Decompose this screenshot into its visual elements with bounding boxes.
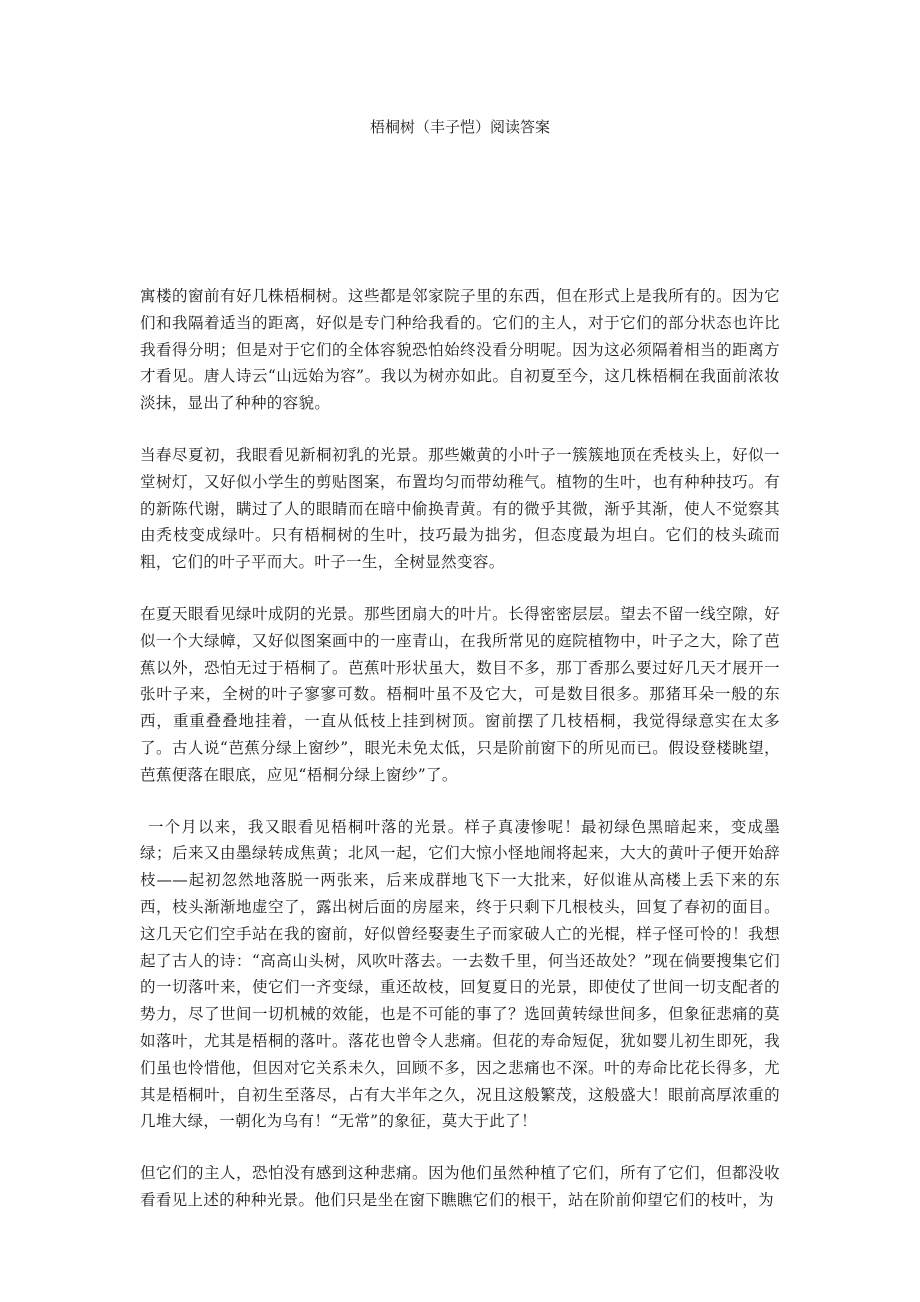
paragraph-1: 寓楼的窗前有好几株梧桐树。这些都是邻家院子里的东西，但在形式上是我所有的。因为它们和我隔着适当的距离，好似是专门种给我看的。它们的主人，对于它们的部分状态也许比我看得分明；但是对于它们的全体容貌恐怕始终没看分明呢。因为这必须隔着相当的距离方才看见。唐人诗云“山远始为容”。我以为树亦如此。自初夏至今，这几株梧桐在我面前浓妆淡抹，显出了种种的容貌。 xyxy=(140,287,780,413)
document-body xyxy=(140,283,780,1239)
document-title: 梧桐树（丰子恺）阅读答案 xyxy=(369,118,550,136)
paragraph-4: 一个月以来，我又眼看见梧桐叶落的光景。样子真凄惨呢！最初绿色黑暗起来，变成墨绿；后来又由墨绿转成焦黄；北风一起，它们大惊小怪地闹将起来，大大的黄叶子便开始辞枝——起初忽然地落脱一两张来，后来成群地飞下一大批来，好似谁从高楼上丢下来的东西，枝头渐渐地虚空了，露出树后面的房屋来，终于只剩下几根枝头，回复了春初的面目。这几天它们空手站在我的窗前，好似曾经娶妻生子而家破人亡的光棍，样子怪可怜的！我想起了古人的诗：“高高山头树，风吹叶落去。一去数千里，何当还故处？”现在倘要搜集它们的一切落叶来，使它们一齐变绿，重还故枝，回复夏日的光景，即使仗了世间一切支配者的势力，尽了世间一切机械的效能，也是不可能的事了？选回黄转绿世间多，但象征悲痛的莫如落叶，尤其是梧桐的落叶。落花也曾令人悲痛。但花的寿命短促，犹如婴儿初生即死，我们虽也怜惜他，但因对它关系未久，回顾不多，因之悲痛也不深。叶的寿命比花长得多，尤其是梧桐叶，自初生至落尽，占有大半年之久，况且这般繁茂，这般盛大！眼前高厚浓重的几堆大绿，一朝化为乌有！“无常”的象征，莫大于此了！ xyxy=(140,817,780,1131)
paragraph-5: 但它们的主人，恐怕没有感到这种悲痛。因为他们虽然种植了它们，所有了它们，但都没收看看见上述的种种光景。他们只是坐在窗下瞧瞧它们的根干，站在阶前仰望它们的枝叶，为 xyxy=(140,1164,780,1209)
paragraph-2: 当春尽夏初，我眼看见新桐初乳的光景。那些嫩黄的小叶子一簇簇地顶在秃枝头上，好似一堂树灯，又好似小学生的剪贴图案，布置均匀而带幼稚气。植物的生叶，也有种种技巧。有的新陈代谢，瞒过了人的眼睛而在暗中偷换青黄。有的微乎其微，渐乎其渐，使人不觉察其由秃枝变成绿叶。只有梧桐树的生叶，技巧最为拙劣，但态度最为坦白。它们的枝头疏而粗，它们的叶子平而大。叶子一生，全树显然变容。 xyxy=(140,445,780,572)
paragraph-3: 在夏天眼看见绿叶成阴的光景。那些团扇大的叶片。长得密密层层。望去不留一线空隙，好似一个大绿幛，又好似图案画中的一座青山，在我所常见的庭院植物中，叶子之大，除了芭蕉以外，恐怕无过于梧桐了。芭蕉叶形状虽大，数目不多，那丁香那么要过好几天才展开一张叶子来，全树的叶子寥寥可数。梧桐叶虽不及它大，可是数目很多。那猪耳朵一般的东西，重重叠叠地挂着，一直从低枝上挂到树顶。窗前摆了几枝梧桐，我觉得绿意实在太多了。古人说“芭蕉分绿上窗纱”，眼光未免太低，只是阶前窗下的所见而已。假设登楼眺望，芭蕉便落在眼底，应见“梧桐分绿上窗纱”了。 xyxy=(140,604,780,784)
